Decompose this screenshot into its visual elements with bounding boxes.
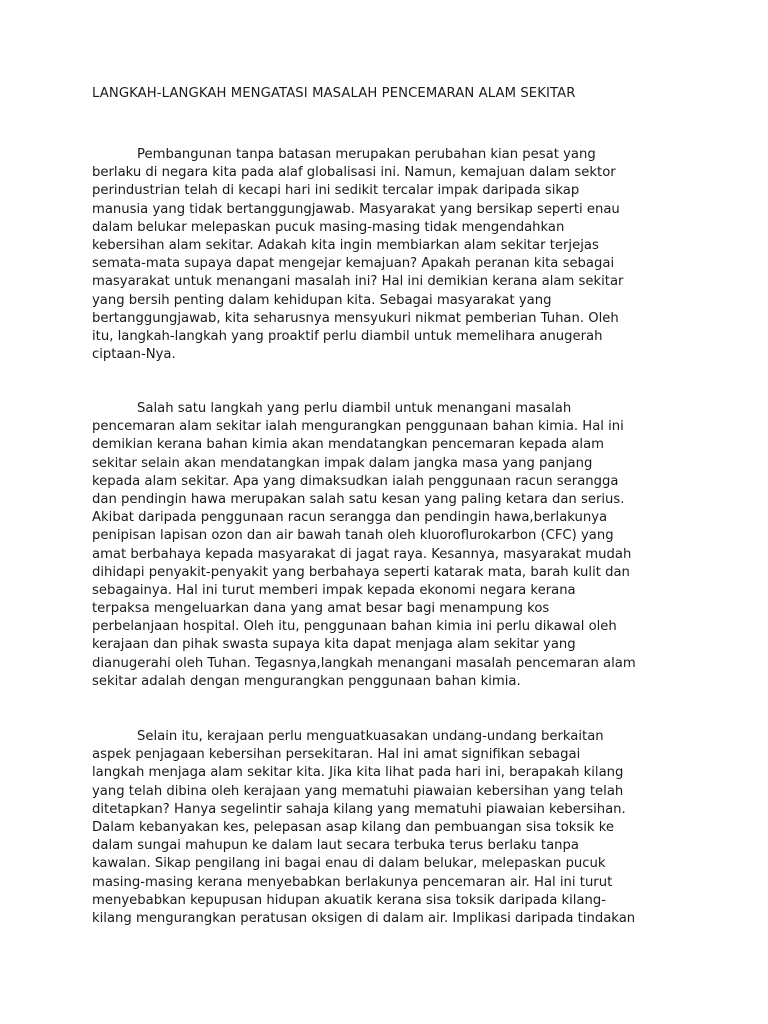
paragraph-line: dihidapi penyakit-penyakit yang berbahaya seperti katarak mata, barah kulit dan [92, 564, 630, 580]
paragraph-line: Dalam kebanyakan kes, pelepasan asap kilang dan pembuangan sisa toksik ke [92, 819, 615, 835]
paragraph-line: Selain itu, kerajaan perlu menguatkuasakan undang-undang berkaitan [137, 729, 604, 744]
paragraph-line: aspek penjagaan kebersihan persekitaran. Hal ini amat signifikan sebagai [92, 747, 581, 763]
paragraph-line: Salah satu langkah yang perlu diambil untuk menangani masalah [137, 401, 572, 416]
paragraph-3 [92, 728, 692, 928]
paragraph-line: bertanggungjawab, kita seharusnya mensyukuri nikmat pemberian Tuhan. Oleh [92, 310, 619, 326]
paragraph-line: demikian kerana bahan kimia akan mendatangkan pencemaran kepada alam [92, 437, 605, 453]
paragraph-1 [92, 146, 692, 364]
paragraph-line: langkah menjaga alam sekitar kita. Jika kita lihat pada hari ini, berapakah kilang [92, 765, 624, 781]
paragraph-line: pencemaran alam sekitar ialah mengurangkan penggunaan bahan kimia. Hal ini [92, 419, 624, 435]
document-title: LANGKAH-LANGKAH MENGATASI MASALAH PENCEMARAN ALAM SEKITAR [92, 86, 576, 101]
paragraph-line: sekitar adalah dengan mengurangkan penggunaan bahan kimia. [92, 673, 521, 689]
paragraph-line: kawalan. Sikap pengilang ini bagai enau di dalam belukar, melepaskan pucuk [92, 856, 606, 872]
paragraph-line: Akibat daripada penggunaan racun serangga dan pendingin hawa,berlakunya [92, 510, 608, 526]
paragraph-line: terpaksa mengeluarkan dana yang amat besar bagi menampung kos [92, 601, 550, 617]
paragraph-line: itu, langkah-langkah yang proaktif perlu diambil untuk memelihara anugerah [92, 328, 603, 344]
paragraph-2 [92, 400, 692, 691]
paragraph-line: kerajaan dan pihak swasta supaya kita dapat menjaga alam sekitar yang [92, 637, 576, 653]
paragraph-line: perbelanjaan hospital. Oleh itu, penggunaan bahan kimia ini perlu dikawal oleh [92, 619, 617, 635]
paragraph-line: dalam belukar melepaskan pucuk masing-masing tidak mengendahkan [92, 219, 565, 235]
paragraph-line: menyebabkan kepupusan hidupan akuatik kerana sisa toksik daripada kilang- [92, 892, 607, 908]
paragraph-line: masing-masing kerana menyebabkan berlakunya pencemaran air. Hal ini turut [92, 874, 613, 890]
paragraph-line: sebagainya. Hal ini turut memberi impak kepada ekonomi negara kerana [92, 582, 576, 598]
paragraph-line: sekitar selain akan mendatangkan impak dalam jangka masa yang panjang [92, 455, 593, 471]
paragraph-line: yang bersih penting dalam kehidupan kita. Sebagai masyarakat yang [92, 292, 552, 308]
paragraph-line: manusia yang tidak bertanggungjawab. Masyarakat yang bersikap seperti enau [92, 201, 620, 217]
paragraph-line: perindustrian telah di kecapi hari ini sedikit tercalar impak daripada sikap [92, 183, 580, 199]
paragraph-line: dalam sungai mahupun ke dalam laut secara terbuka terus berlaku tanpa [92, 838, 579, 854]
paragraph-line: masyarakat untuk menangani masalah ini? Hal ini demikian kerana alam sekitar [92, 274, 624, 290]
paragraph-line: semata-mata supaya dapat mengejar kemajuan? Apakah peranan kita sebagai [92, 256, 615, 272]
paragraph-line: dianugerahi oleh Tuhan. Tegasnya,langkah menangani masalah pencemaran alam [92, 655, 636, 671]
paragraph-line: kepada alam sekitar. Apa yang dimaksudkan ialah penggunaan racun serangga [92, 473, 619, 489]
paragraph-line: yang telah dibina oleh kerajaan yang mematuhi piawaian kebersihan yang telah [92, 783, 624, 799]
paragraph-line: ciptaan-Nya. [92, 347, 176, 363]
paragraph-line: Pembangunan tanpa batasan merupakan perubahan kian pesat yang [137, 147, 596, 162]
paragraph-line: ditetapkan? Hanya segelintir sahaja kilang yang mematuhi piawaian kebersihan. [92, 801, 626, 817]
paragraph-line: kebersihan alam sekitar. Adakah kita ingin membiarkan alam sekitar terjejas [92, 237, 599, 253]
paragraph-line: dan pendingin hawa merupakan salah satu kesan yang paling ketara dan serius. [92, 491, 625, 507]
paragraph-line: amat berbahaya kepada masyarakat di jagat raya. Kesannya, masyarakat mudah [92, 546, 632, 562]
paragraph-line: kilang mengurangkan peratusan oksigen di dalam air. Implikasi daripada tindakan [92, 910, 636, 926]
paragraph-line: berlaku di negara kita pada alaf globalisasi ini. Namun, kemajuan dalam sektor [92, 165, 616, 181]
paragraph-line: penipisan lapisan ozon dan air bawah tanah oleh kluoroflurokarbon (CFC) yang [92, 528, 614, 544]
